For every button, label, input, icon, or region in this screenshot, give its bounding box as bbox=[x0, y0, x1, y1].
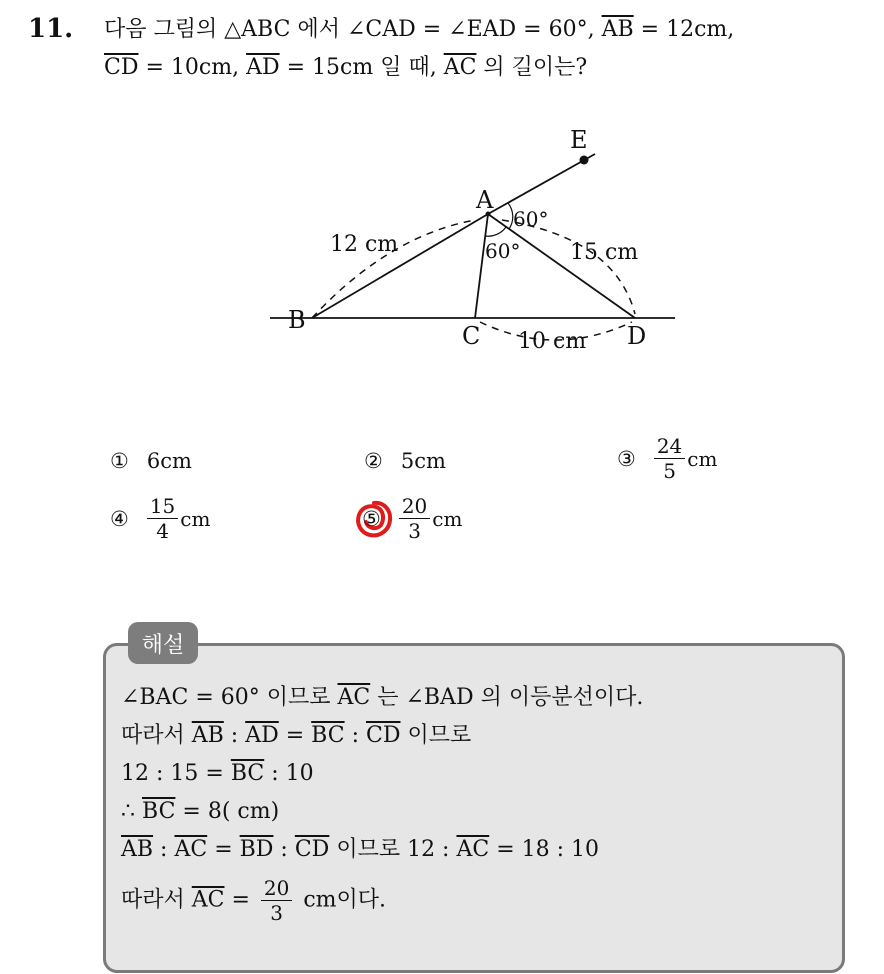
dash-arc-ad bbox=[502, 220, 635, 314]
segment-ac: $\overline{AC}$ bbox=[191, 887, 225, 913]
segment-cd: $\overline{CD}$ bbox=[104, 55, 139, 80]
choice-2-number: ② bbox=[364, 449, 383, 473]
solution-tag: 해설 bbox=[128, 622, 198, 664]
segment-bc: $\overline{BC}$ bbox=[230, 761, 265, 786]
choice-1-number: ① bbox=[110, 449, 129, 473]
choice-1[interactable] bbox=[110, 449, 192, 473]
segment-bc: $\overline{BC}$ bbox=[311, 723, 345, 748]
point-e bbox=[580, 156, 589, 165]
label-ad-length: 15 cm bbox=[570, 240, 639, 265]
label-angle-cad: 60° bbox=[485, 239, 521, 263]
choice-2[interactable] bbox=[364, 449, 446, 473]
side-ad bbox=[488, 214, 635, 318]
solution-line-4: ∴ $\overline{BC} = 8$( cm) bbox=[121, 799, 280, 824]
choice-1-text: 6cm bbox=[146, 449, 192, 473]
choice-3-fraction: $\frac{24}{5}$ bbox=[654, 434, 685, 483]
label-c: C bbox=[462, 322, 481, 350]
label-d: D bbox=[627, 322, 647, 350]
choice-5-fraction: $\frac{20}{3}$ bbox=[399, 494, 430, 543]
question-line-1: 다음 그림의 △ABC 에서 ∠CAD = ∠EAD = 60°, $\overline{AB} = 12cm$, bbox=[104, 17, 735, 42]
segment-ac: $\overline{AC}$ bbox=[443, 55, 477, 80]
segment-ab: $\overline{AB}$ bbox=[121, 837, 154, 862]
segment-cd: $\overline{CD}$ bbox=[366, 723, 401, 748]
segment-ac: $\overline{AC}$ bbox=[174, 837, 208, 862]
label-cd-length: 10 cm bbox=[518, 329, 587, 354]
choice-4-number: ④ bbox=[110, 506, 129, 531]
choice-5[interactable]: ⑤ $\frac{20}{3}$ cm bbox=[362, 494, 462, 543]
label-b: B bbox=[288, 306, 306, 334]
side-ab bbox=[312, 214, 488, 318]
segment-cd: $\overline{CD}$ bbox=[294, 837, 330, 862]
segment-ab: $\overline{AB}$ bbox=[191, 723, 224, 748]
solution-line-5: $\overline{AB}$ : $\overline{AC} = \overline{BD}$ : $\overline{CD}$ 이므로 12 : $\overline{AC} = 18$ : 10 bbox=[121, 837, 600, 862]
question-number: 11. bbox=[28, 14, 74, 44]
label-ab-length: 12 cm bbox=[330, 232, 399, 257]
choice-3[interactable]: ③ $\frac{24}{5}$ cm bbox=[617, 434, 718, 483]
choice-4[interactable]: ④ $\frac{15}{4}$ cm bbox=[110, 494, 211, 543]
side-ac bbox=[475, 214, 488, 318]
label-e: E bbox=[570, 126, 588, 154]
choice-5-number: ⑤ bbox=[362, 507, 381, 531]
solution-line-2: 따라서 $\overline{AB}$ : $\overline{AD} = \overline{BC}$ : $\overline{CD}$ 이므로 bbox=[121, 723, 472, 748]
solution-line-6: 따라서 $\overline{AC}$ = $\frac{20}{3}$ cm이다. bbox=[121, 876, 387, 925]
segment-ac: $\overline{AC}$ bbox=[456, 837, 490, 862]
angle-arc-cad bbox=[485, 227, 506, 236]
solution-line-1: ∠BAC = 60° 이므로 $\overline{AC}$ 는 ∠BAD 의 이등분선이다. bbox=[121, 685, 644, 710]
segment-bd: $\overline{BD}$ bbox=[239, 837, 274, 862]
choice-2-text: 5cm bbox=[400, 449, 446, 473]
label-angle-ead: 60° bbox=[513, 207, 549, 231]
segment-ab: $\overline{AB}$ bbox=[601, 17, 634, 42]
choice-3-number: ③ bbox=[617, 446, 636, 471]
segment-ad: $\overline{AD}$ bbox=[245, 723, 279, 748]
segment-bc: $\overline{BC}$ bbox=[142, 799, 176, 824]
segment-ac: $\overline{AC}$ bbox=[337, 685, 371, 710]
question-line-2: $\overline{CD} = 10cm$, $\overline{AD} = 15cm$ 일 때, $\overline{AC}$ 의 길이는? bbox=[104, 55, 588, 80]
choice-4-fraction: $\frac{15}{4}$ bbox=[147, 494, 178, 543]
solution-fraction: $\frac{20}{3}$ bbox=[261, 876, 292, 925]
triangle-figure bbox=[270, 118, 690, 368]
solution-line-3: 12 : $15 = \overline{BC}$ : 10 bbox=[121, 761, 314, 786]
ray-ae bbox=[488, 154, 595, 214]
label-a: A bbox=[476, 186, 494, 214]
segment-ad: $\overline{AD}$ bbox=[246, 55, 280, 80]
